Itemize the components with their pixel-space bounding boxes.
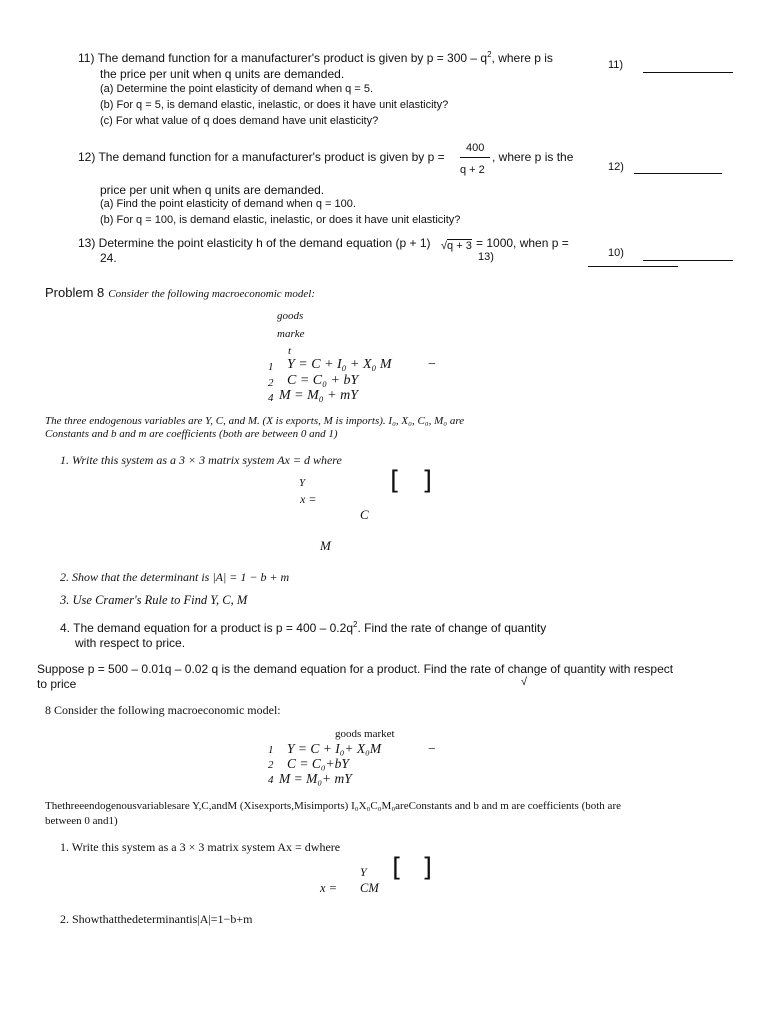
p8a-item1: 1. Write this system as a 3 × 3 matrix system Ax = d where [60, 453, 342, 467]
p8b-eq1-num: 1 [268, 744, 274, 756]
p8b-bracket-right: ] [422, 853, 433, 883]
q11-line2: the price per unit when q units are demanded. [100, 67, 345, 81]
q12-answer-blank[interactable] [634, 173, 722, 174]
p8b-vec-cm: CM [360, 881, 379, 895]
p8a-eq1-dash: − [428, 357, 436, 372]
p8a-item4: 4. The demand equation for a product is $p = 400 - 0.2q^2$. Find the rate of change of quantity [60, 620, 547, 635]
q12-stem-post: , where p is the [492, 150, 574, 164]
p8b-eq1-dash: − [428, 741, 436, 756]
p8a-eq3-num: 4 [268, 392, 274, 404]
p8a-goods-2: marke [277, 328, 305, 340]
q12-stem: 12) The demand function for a manufacturer's product is given by p = [78, 150, 445, 164]
p8a-bracket-left: [ [390, 466, 401, 496]
p8a-endog-1: The three endogenous variables are Y, C, and M. (X is exports, M is imports). I₀, X₀, C₀, M₀ are [45, 415, 465, 427]
p8a-item3: 3. Use Cramer's Rule to Find Y, C, M [60, 593, 248, 607]
p8b-eq3-num: 4 [268, 774, 274, 786]
p8b-vec-x: x = [320, 881, 338, 895]
p8b-eq2: C = C₀+bY [287, 756, 349, 771]
p8b-heading: 8 Consider the following macroeconomic model: [45, 703, 281, 717]
q13-small-label: 13) [478, 251, 494, 263]
p8a-eq1-num: 1 [268, 361, 274, 373]
q12-line2: price per unit when q units are demanded. [100, 183, 325, 197]
p8a-vec-m: M [320, 538, 331, 553]
p8a-heading-line [45, 284, 315, 302]
p8a-vec-x: x = [300, 492, 317, 506]
p8b-eq2-num: 2 [268, 759, 274, 771]
p8b-goods-market: goods market [335, 728, 395, 740]
p8a-eq1: Y = C + I₀ + X₀ M [287, 357, 392, 372]
p8b-item2: 2. Showthatthedeterminantis|A|=1−b+m [60, 912, 253, 926]
p8a-vec-y: Y [299, 477, 306, 489]
q11-part-c: (c) For what value of q does demand have unit elasticity? [100, 115, 379, 127]
q11-answer-label: 11) [608, 59, 624, 71]
q13-sqrt: √q + 3 [441, 240, 472, 252]
q12-part-a: (a) Find the point elasticity of demand when q = 100. [100, 198, 356, 210]
p8a-eq2-num: 2 [268, 377, 274, 389]
q11-part-a: (a) Determine the point elasticity of demand when q = 5. [100, 83, 374, 95]
p8a-intro: Consider the following macroeconomic model: [108, 288, 315, 300]
p8a-item4-line2: with respect to price. [75, 636, 186, 650]
suppose-line2: to price [37, 677, 77, 691]
p8a-bracket-right: ] [422, 466, 433, 496]
q13-answer-blank[interactable] [643, 260, 733, 261]
q13-stem-post: = 1000, when p = [476, 236, 569, 250]
p8a-eq2: C = C₀ + bY [287, 373, 359, 388]
p8b-eq3: M = M₀+ mY [279, 771, 352, 786]
suppose-line1: Suppose p = 500 – 0.01q – 0.02 q is the demand equation for a product. Find the rate of change of quantity with respect [37, 662, 674, 676]
q13-stem: 13) Determine the point elasticity h of the demand equation (p + 1) [78, 236, 431, 250]
q12-part-b: (b) For q = 100, is demand elastic, inelastic, or does it have unit elasticity? [100, 214, 461, 226]
q13-answer-blank-2[interactable] [588, 266, 678, 267]
p8a-heading: Problem 8 [45, 285, 105, 300]
p8a-vec-c: C [360, 507, 369, 522]
p8b-item1: 1. Write this system as a 3 × 3 matrix system Ax = dwhere [60, 840, 341, 854]
q11-part-b: (b) For q = 5, is demand elastic, inelastic, or does it have unit elasticity? [100, 99, 449, 111]
p8b-endog-1: Thethreeendogenousvariablesare Y,C,andM (Xisexports,Misimports) I₀X₀C₀M₀areConstants and b and m are coefficients (both are [45, 800, 621, 812]
p8a-item2: 2. Show that the determinant is |A| = 1 − b + m [60, 570, 290, 584]
p8a-eq3: M = M₀ + mY [279, 388, 358, 403]
suppose-sqrt-icon: √ [521, 676, 528, 688]
q12-numerator: 400 [466, 142, 485, 154]
q12-denominator: q + 2 [460, 164, 485, 176]
p8a-goods-3: t [288, 345, 292, 357]
p8a-goods-1: goods [277, 310, 304, 322]
p8a-endog-2: Constants and b and m are coefficients (both are between 0 and 1) [45, 428, 338, 440]
q11-answer-blank[interactable] [643, 72, 733, 73]
p8b-endog-2: between 0 and1) [45, 815, 118, 827]
p8b-bracket-left: [ [392, 853, 403, 883]
p8b-vec-y: Y [360, 865, 367, 879]
q13-line2: 24. [100, 251, 117, 265]
q12-answer-label: 12) [608, 161, 624, 173]
q11-stem: 11) The demand function for a manufacturer's product is given by $p = 300 - q^2$, where p is [78, 50, 553, 65]
q12-fraction-bar [460, 157, 490, 158]
q13-answer-label: 10) [608, 247, 624, 259]
p8b-eq1: Y = C + I₀+ X₀M [287, 741, 382, 756]
